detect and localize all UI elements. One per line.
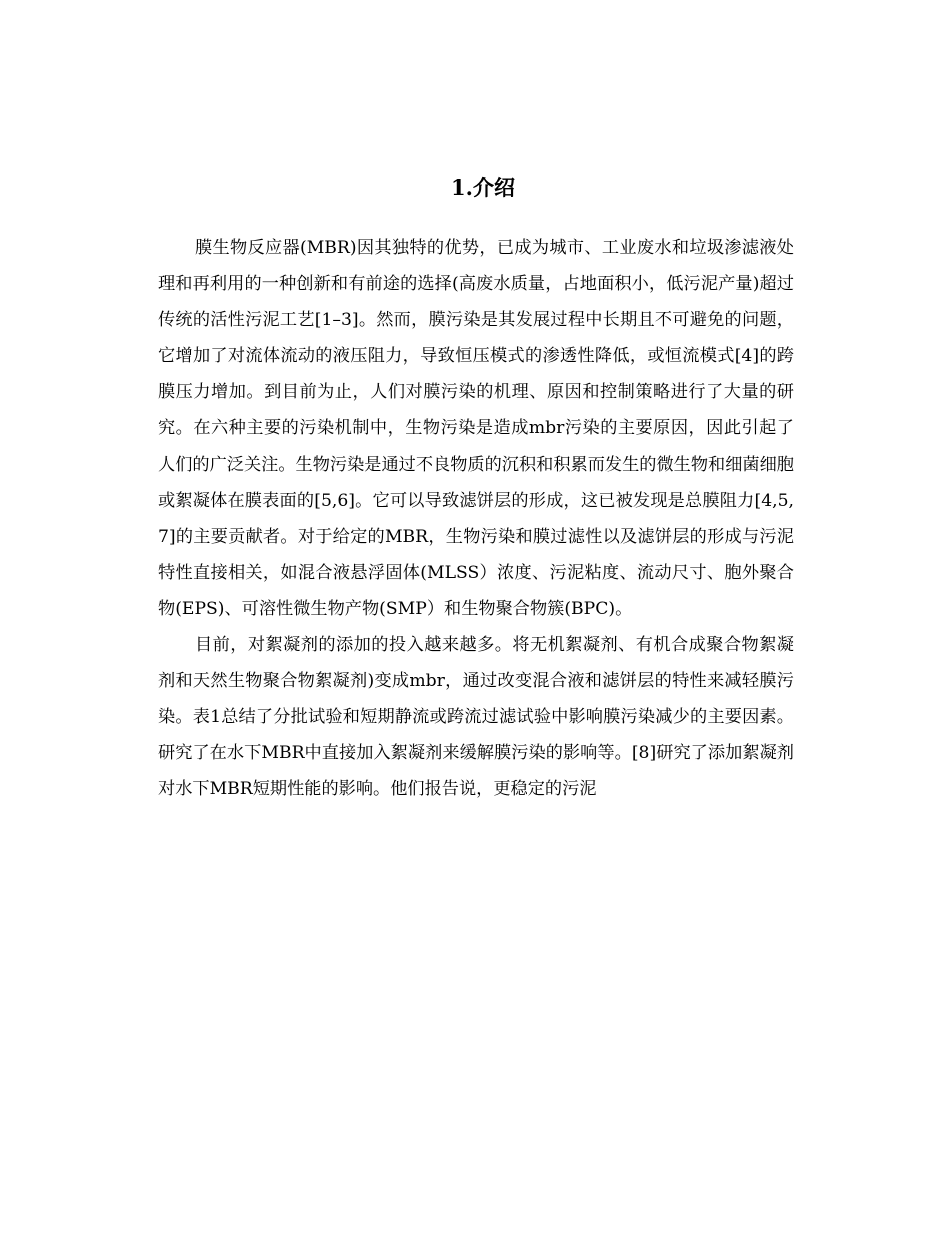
paragraph-1: 膜生物反应器(MBR)因其独特的优势，已成为城市、工业废水和垃圾渗滤液处理和再利用的一种创新和有前途的选择(高废水质量，占地面积小，低污泥产量)超过传统的活性污泥工艺[1–3]。然而，膜污染是其发展过程中长期且不可避免的问题，它增加了对流体流动的液压阻力，导致恒压模式的渗透性降低，或恒流模式[4]的跨膜压力增加。到目前为止，人们对膜污染的机理、原因和控制策略进行了大量的研究。在六种主要的污染机制中，生物污染是造成mbr污染的主要原因，因此引起了人们的广泛关注。生物污染是通过不良物质的沉积和积累而发生的微生物和细菌细胞或絮凝体在膜表面的[5,6]。它可以导致滤饼层的形成，这已被发现是总膜阻力[4,5,7]的主要贡献者。对于给定的MBR，生物污染和膜过滤性以及滤饼层的形成与污泥特性直接相关，如混合液悬浮固体(MLSS）浓度、污泥粘度、流动尺寸、胞外聚合物(EPS)、可溶性微生物产物(SMP）和生物聚合物簇(BPC)。	[158, 238, 794, 619]
paragraph-2: 目前，对絮凝剂的添加的投入越来越多。将无机絮凝剂、有机合成聚合物絮凝剂和天然生物聚合物絮凝剂)变成mbr，通过改变混合液和滤饼层的特性来减轻膜污染。表1总结了分批试验和短期静流或跨流过滤试验中影响膜污染减少的主要因素。研究了在水下MBR中直接加入絮凝剂来缓解膜污染的影响等。[8]研究了添加絮凝剂对水下MBR短期性能的影响。他们报告说，更稳定的污泥	[158, 635, 794, 800]
body-text	[158, 230, 794, 808]
section-heading: 1.介绍	[451, 175, 515, 200]
